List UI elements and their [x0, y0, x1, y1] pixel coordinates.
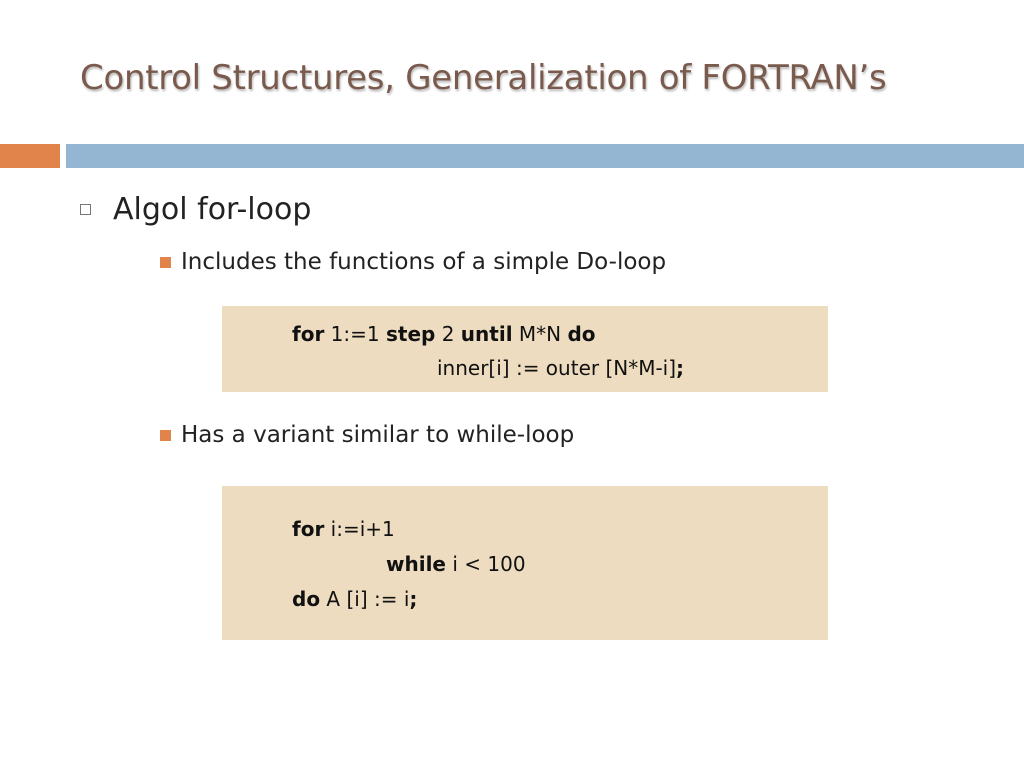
code-keyword: until	[460, 322, 513, 346]
code-line-2	[386, 552, 526, 576]
bullet-text: Has a variant similar to while-loop	[181, 422, 575, 448]
accent-bar-orange	[0, 144, 60, 168]
code-keyword: do	[292, 587, 321, 611]
bullet-algol-for-loop	[80, 192, 311, 227]
code-line-3	[292, 587, 417, 611]
code-keyword: for	[292, 517, 325, 541]
code-line-1	[292, 517, 395, 541]
code-line-2	[437, 356, 684, 380]
bullet-text: Algol for-loop	[113, 192, 312, 227]
code-text: i < 100	[446, 552, 526, 576]
code-keyword: while	[386, 552, 446, 576]
code-text: i:=i+1	[324, 517, 395, 541]
filled-square-bullet-icon	[160, 257, 171, 268]
bullet-while-loop	[160, 422, 574, 448]
code-keyword: ;	[409, 587, 418, 611]
slide-title: Control Structures, Generalization of FORTRAN’s	[80, 58, 887, 98]
code-text: inner[i] := outer [N*M-i]	[437, 356, 677, 380]
code-keyword: do	[567, 322, 596, 346]
code-text: 1:=1	[324, 322, 386, 346]
accent-bar-blue	[66, 144, 1024, 168]
code-block-for-step	[222, 306, 828, 392]
code-keyword: step	[385, 322, 436, 346]
filled-square-bullet-icon	[160, 430, 171, 441]
code-block-for-while	[222, 486, 828, 640]
code-line-1	[292, 322, 596, 346]
code-text: 2	[435, 322, 461, 346]
code-keyword: ;	[676, 356, 685, 380]
code-text: A [i] := i	[320, 587, 410, 611]
bullet-do-loop	[160, 249, 666, 275]
code-text: M*N	[512, 322, 568, 346]
hollow-square-bullet-icon	[80, 204, 91, 215]
code-keyword: for	[292, 322, 325, 346]
bullet-text: Includes the functions of a simple Do-loop	[181, 249, 667, 275]
